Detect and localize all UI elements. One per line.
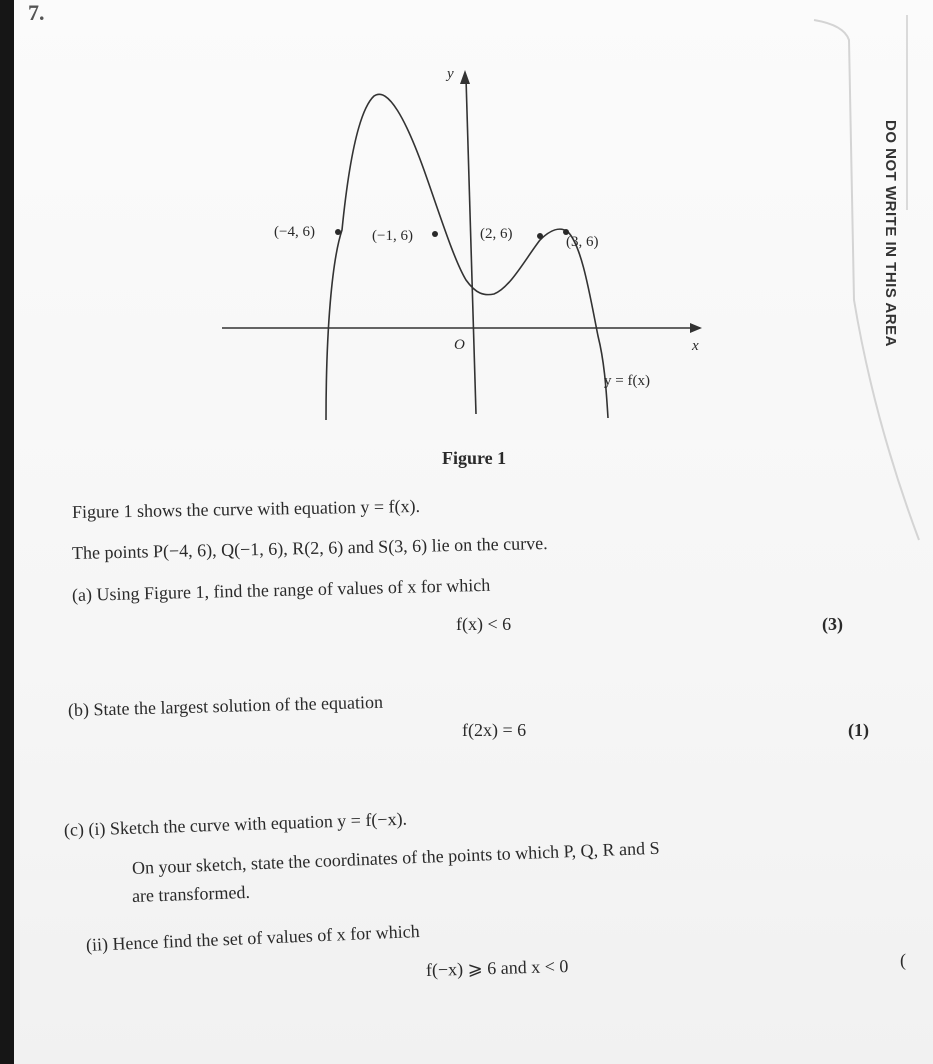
part-b-marks: (1) <box>848 720 869 740</box>
point-label-p: (−4, 6) <box>274 224 315 240</box>
part-c-ii-prompt: (ii) Hence find the set of values of x for which <box>85 921 420 955</box>
point-label-q: (−1, 6) <box>372 228 413 244</box>
part-c-i-instruction-cont: are transformed. <box>131 881 251 906</box>
part-c-i-instruction: On your sketch, state the coordinates of the points to which P, Q, R and S <box>131 837 660 878</box>
curve-y-equals-f-x <box>326 94 608 420</box>
curve-label: y = f(x) <box>604 373 650 389</box>
x-axis-arrow-icon <box>690 323 702 333</box>
part-a-inequality: f(x) < 6 <box>456 614 512 634</box>
point-label-s: (3, 6) <box>566 234 599 250</box>
figure-caption: Figure 1 <box>442 448 507 468</box>
point-p <box>335 229 341 235</box>
y-axis-arrow-icon <box>460 70 470 84</box>
intro-line-2: The points P(−4, 6), Q(−1, 6), R(2, 6) and S(3, 6) lie on the curve. <box>71 533 548 563</box>
part-c-ii-inequality: f(−x) ⩾ 6 and x < 0 <box>425 956 569 980</box>
axis-x-label: x <box>692 338 699 354</box>
axis-y-label: y <box>447 66 454 82</box>
part-a-prompt: (a) Using Figure 1, find the range of values of x for which <box>71 574 491 605</box>
figure-1-graph <box>14 0 933 480</box>
part-b-equation: f(2x) = 6 <box>462 720 527 740</box>
exam-page <box>14 0 933 1064</box>
intro-line-1: Figure 1 shows the curve with equation y = f(x). <box>71 495 421 522</box>
point-q <box>432 231 438 237</box>
scan-left-border <box>0 0 14 1064</box>
origin-label: O <box>454 337 465 353</box>
margin-warning: DO NOT WRITE IN THIS AREA <box>882 120 899 347</box>
part-b-prompt: (b) State the largest solution of the equation <box>67 691 384 720</box>
point-label-r: (2, 6) <box>480 226 513 242</box>
part-a-marks: (3) <box>822 614 843 634</box>
y-axis <box>466 78 476 414</box>
question-number: 7. <box>28 0 45 25</box>
point-r <box>537 233 543 239</box>
part-c-ii-marks: ( <box>900 950 906 970</box>
part-c-i-prompt: (c) (i) Sketch the curve with equation y = f(−x). <box>63 808 408 840</box>
